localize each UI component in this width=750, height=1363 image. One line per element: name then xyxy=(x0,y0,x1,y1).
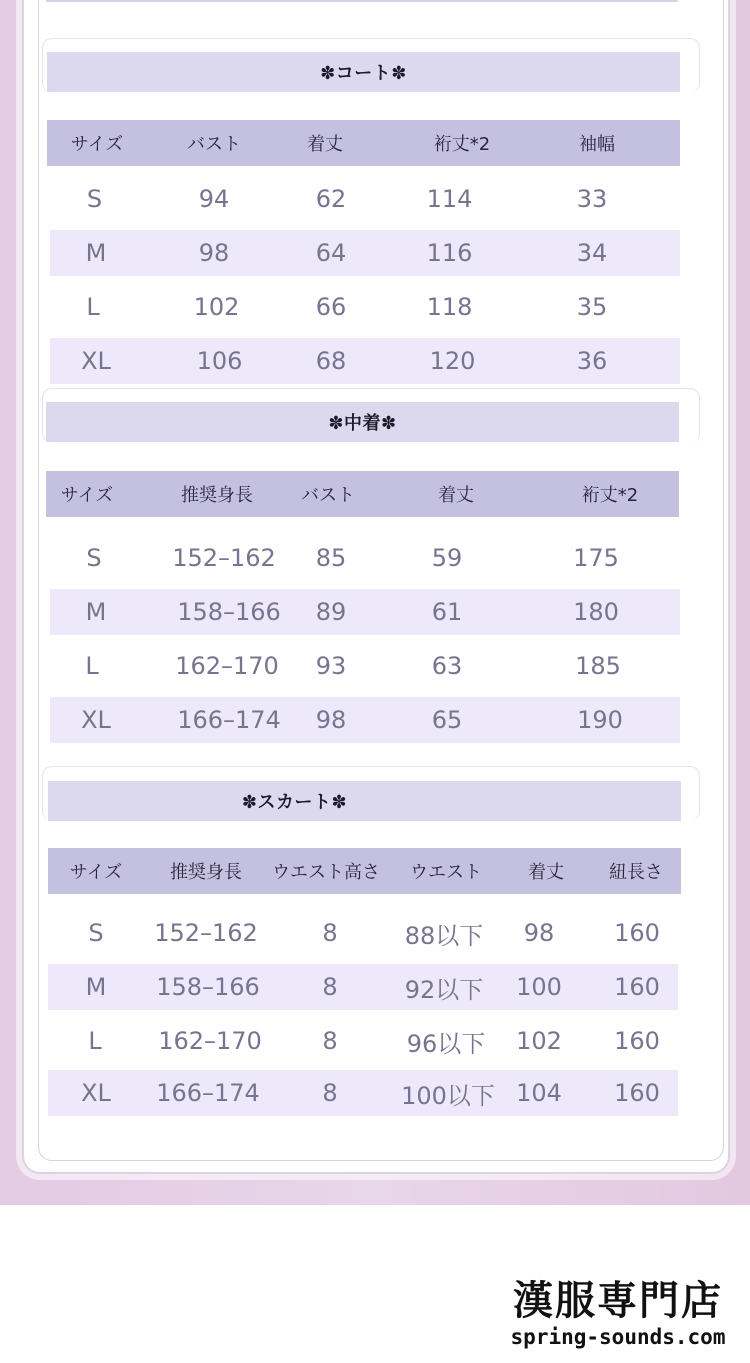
coat-cell-length: 62 xyxy=(315,185,347,213)
skirt-header-waist: ウエスト xyxy=(410,862,482,883)
coat-cell-sleeve-width: 35 xyxy=(576,293,608,321)
skirt-cell-waist-height: 8 xyxy=(322,973,338,1001)
skirt-cell-waist-height: 8 xyxy=(322,919,338,947)
skirt-cell-size: S xyxy=(88,919,104,947)
table-row xyxy=(48,910,678,956)
table-row xyxy=(46,535,676,581)
table-row xyxy=(48,964,678,1010)
table-row xyxy=(50,338,680,384)
inner-header-size: サイズ xyxy=(60,485,114,506)
inner-header-sleeve-length: 裄丈*2 xyxy=(581,485,639,506)
coat-header-bust: バスト xyxy=(187,134,241,155)
skirt-cell-waist: 88以下 xyxy=(404,921,484,950)
coat-header-sleeve-width: 袖幅 xyxy=(579,134,615,155)
shop-logo-url: spring-sounds.com xyxy=(510,1325,726,1349)
skirt-cell-length: 100 xyxy=(516,973,562,1001)
inner-cell-length: 61 xyxy=(431,598,463,626)
coat-cell-bust: 98 xyxy=(198,239,230,267)
shop-logo-name: 漢服専門店 xyxy=(513,1278,723,1324)
coat-cell-sleeve-width: 36 xyxy=(576,347,608,375)
table-row xyxy=(50,230,680,276)
skirt-header-waist-height: ウエスト高さ xyxy=(272,862,380,883)
inner-cell-height: 162–170 xyxy=(175,652,279,680)
skirt-title-text: ✽スカート✽ xyxy=(241,792,348,813)
skirt-header-size: サイズ xyxy=(69,862,123,883)
coat-cell-length: 66 xyxy=(315,293,347,321)
skirt-cell-height: 166–174 xyxy=(156,1079,260,1107)
table-row xyxy=(47,284,677,330)
skirt-cell-waist: 100以下 xyxy=(401,1081,495,1110)
inner-cell-height: 166–174 xyxy=(177,706,281,734)
coat-header-length: 着丈 xyxy=(307,134,343,155)
skirt-cell-waist-height: 8 xyxy=(322,1079,338,1107)
inner-cell-length: 59 xyxy=(431,544,463,572)
skirt-cell-size: XL xyxy=(81,1079,111,1107)
coat-cell-sleeve-length: 114 xyxy=(426,185,473,213)
inner-header-height: 推奨身長 xyxy=(181,485,253,506)
inner-cell-bust: 89 xyxy=(315,598,347,626)
table-row xyxy=(48,1018,678,1064)
inner-cell-size: L xyxy=(85,652,99,680)
coat-header-sleeve-length: 裄丈*2 xyxy=(433,134,491,155)
coat-cell-sleeve-width: 34 xyxy=(576,239,608,267)
inner-cell-height: 152–162 xyxy=(172,544,276,572)
skirt-cell-size: L xyxy=(88,1027,102,1055)
skirt-cell-waist: 96以下 xyxy=(406,1029,486,1058)
inner-header-bust: バスト xyxy=(301,485,355,506)
inner-cell-bust: 93 xyxy=(315,652,347,680)
coat-cell-sleeve-width: 33 xyxy=(576,185,608,213)
inner-cell-sleeve-length: 185 xyxy=(575,652,621,680)
table-row xyxy=(46,643,676,689)
skirt-table-header xyxy=(48,848,681,894)
inner-cell-bust: 85 xyxy=(315,544,347,572)
coat-cell-sleeve-length: 116 xyxy=(426,239,473,267)
top-divider xyxy=(46,0,678,2)
coat-cell-size: XL xyxy=(81,347,111,375)
skirt-cell-tie-length: 160 xyxy=(614,919,660,947)
inner-cell-sleeve-length: 175 xyxy=(573,544,619,572)
coat-cell-length: 68 xyxy=(315,347,347,375)
skirt-section-title xyxy=(48,781,681,821)
table-row xyxy=(48,1070,678,1116)
inner-table-header xyxy=(46,471,679,517)
coat-cell-size: L xyxy=(86,293,100,321)
shop-logo xyxy=(500,1278,736,1350)
inner-header-length: 着丈 xyxy=(438,485,474,506)
coat-cell-size: S xyxy=(86,185,103,213)
inner-cell-size: S xyxy=(86,544,102,572)
inner-cell-size: M xyxy=(85,598,107,626)
coat-section-title xyxy=(47,52,680,92)
inner-cell-length: 65 xyxy=(431,706,463,734)
coat-cell-size: M xyxy=(85,239,107,267)
coat-cell-bust: 102 xyxy=(193,293,240,321)
skirt-header-length: 着丈 xyxy=(528,862,564,883)
inner-cell-bust: 98 xyxy=(315,706,347,734)
coat-cell-sleeve-length: 118 xyxy=(426,293,473,321)
skirt-cell-length: 102 xyxy=(516,1027,562,1055)
table-row xyxy=(50,697,680,743)
skirt-header-tie-length: 紐長さ xyxy=(609,862,663,883)
coat-cell-bust: 94 xyxy=(198,185,230,213)
coat-cell-length: 64 xyxy=(315,239,347,267)
skirt-cell-waist: 92以下 xyxy=(404,975,484,1004)
skirt-cell-tie-length: 160 xyxy=(614,1079,660,1107)
skirt-cell-tie-length: 160 xyxy=(614,973,660,1001)
inner-cell-length: 63 xyxy=(431,652,463,680)
skirt-header-height: 推奨身長 xyxy=(170,862,242,883)
inner-cell-sleeve-length: 190 xyxy=(577,706,623,734)
coat-table-header xyxy=(47,120,680,166)
skirt-cell-length: 98 xyxy=(523,919,555,947)
coat-title-text: ✽コート✽ xyxy=(320,63,407,84)
coat-cell-bust: 106 xyxy=(196,347,243,375)
skirt-cell-height: 152–162 xyxy=(154,919,258,947)
inner-title-text: ✽中着✽ xyxy=(328,413,397,434)
inner-section-title xyxy=(46,402,679,442)
inner-cell-sleeve-length: 180 xyxy=(573,598,619,626)
skirt-cell-waist-height: 8 xyxy=(322,1027,338,1055)
coat-cell-sleeve-length: 120 xyxy=(429,347,476,375)
inner-cell-size: XL xyxy=(81,706,111,734)
inner-cell-height: 158–166 xyxy=(177,598,281,626)
skirt-cell-height: 162–170 xyxy=(158,1027,262,1055)
skirt-cell-size: M xyxy=(85,973,107,1001)
coat-header-size: サイズ xyxy=(70,134,124,155)
table-row xyxy=(50,589,680,635)
skirt-cell-length: 104 xyxy=(516,1079,562,1107)
skirt-cell-tie-length: 160 xyxy=(614,1027,660,1055)
table-row xyxy=(47,176,677,222)
skirt-cell-height: 158–166 xyxy=(156,973,260,1001)
